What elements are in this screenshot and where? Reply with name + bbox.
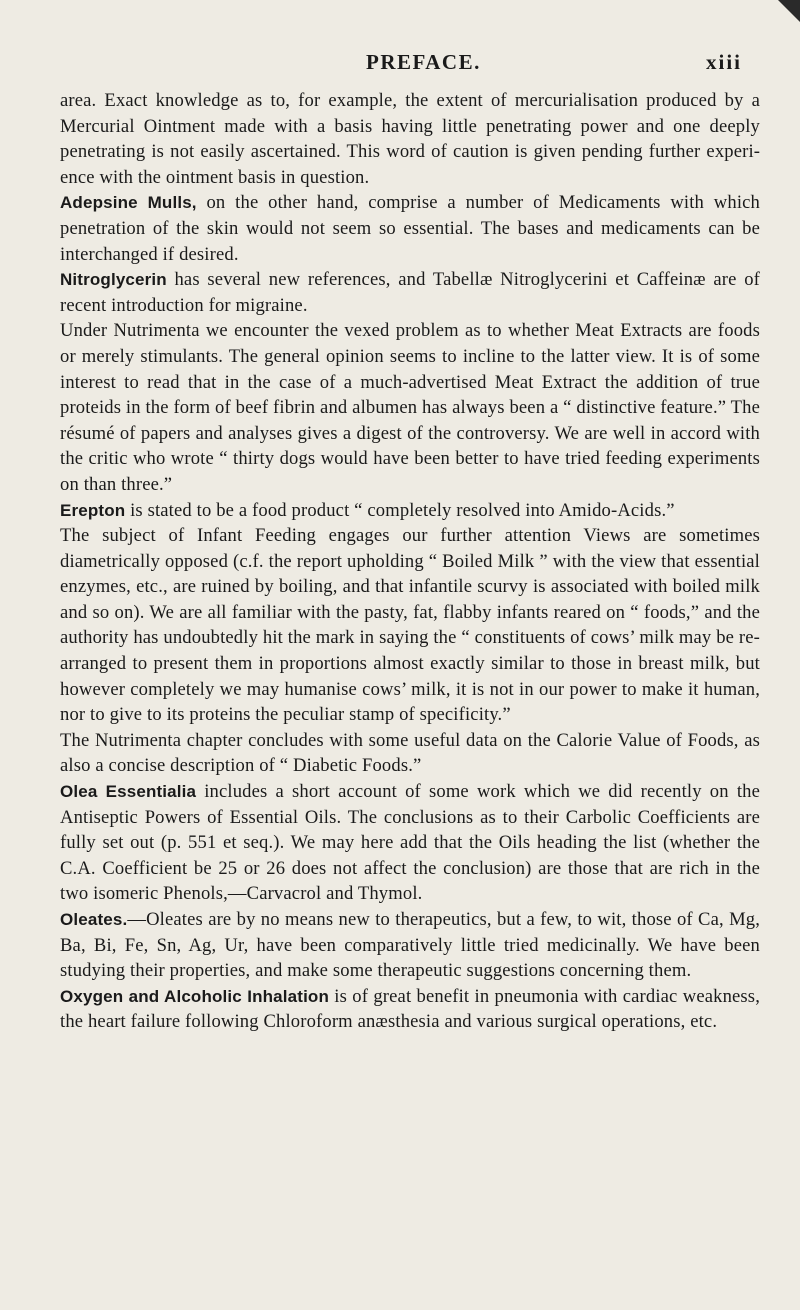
paragraph-lead: Oleates.: [60, 910, 128, 929]
paragraph-text: The subject of Infant Feeding engages our further attention Views are sometimes diametrically opposed (c.f. the report upholding “ Boiled Milk ” with the view that essential enzymes, etc., are ruined by boiling, and that infantile scurvy is associated with boiled milk and so on). We are all familiar with the pasty, fat, flabby infants reared on “ foods,” and the authority has undoubtedly hit the mark in saying the “ constituents of cows’ milk may be re-arranged to present them in proportions almost exactly similar to those in breast milk, but however completely we may humanise cows’ milk, it is not in our power to make it human, nor to give to its proteins the peculiar stamp of specificity.”: [60, 525, 760, 726]
paragraph-text: Under Nutrimenta we encounter the vexed problem as to whether Meat Extracts are foods or merely stimulants. The general opinion seems to incline to the latter view. It is of some interest to read that in the case of a much-advertised Meat Extract the addition of true proteids in the form of beef fibrin and albumen has always been a “ distinctive feature.” The résumé of papers and analyses gives a digest of the controversy. We are well in accord with the critic who wrote “ thirty dogs would have been better to have tried feeding experiments on than three.”: [60, 320, 760, 495]
paragraph: [60, 728, 760, 779]
paragraph-text: —Oleates are by no means new to therapeutics, but a few, to wit, those of Ca, Mg, Ba, Bi, Fe, Sn, Ag, Ur, have been comparatively little tried medicinally. We have been studying their properties, and make some therapeutic suggestions concerning them.: [60, 909, 760, 982]
paragraph: [60, 190, 760, 267]
paragraph-lead: Olea Essentialia: [60, 782, 197, 802]
paragraph-lead: Oxygen and Alcoholic Inhalation: [60, 986, 330, 1006]
paragraph: [60, 498, 760, 524]
paragraph: [60, 267, 760, 318]
paragraph: [60, 523, 760, 728]
paragraph-text: has several new references, and Tabellæ Nitroglycerini et Caffeinæ are of recent introduction for migraine.: [60, 269, 760, 316]
paragraph-lead: Nitroglycerin: [60, 270, 167, 290]
page-header: [0, 50, 800, 80]
paragraph: [60, 984, 760, 1035]
paragraph-text: is stated to be a food product “ completely resolved into Amido-Acids.”: [125, 499, 675, 521]
body-text: [60, 88, 760, 1035]
page-corner-mark: [778, 0, 800, 22]
paragraph-text: area. Exact knowledge as to, for example, the extent of mercurialisation produced by a Mercurial Ointment made with a basis having little penetrating power and one deeply penetrating is not easily ascertained. This word of caution is given pending further experience with the ointment basis in question.: [60, 90, 760, 188]
paragraph: [60, 779, 760, 907]
paragraph: [60, 907, 760, 984]
paragraph-lead: Adepsine Mulls,: [60, 193, 197, 213]
paragraph-text: is of great benefit in pneumonia with cardiac weakness, the heart failure following Chloroform anæsthesia and various surgical operations, etc.: [60, 985, 760, 1033]
paragraph-lead: Erepton: [60, 500, 126, 520]
page-number: xiii: [706, 50, 743, 74]
running-head: PREFACE.: [366, 50, 481, 74]
paragraph-text: The Nutrimenta chapter concludes with some useful data on the Calorie Value of Foods, as also a concise description of “ Diabetic Foods.”: [60, 729, 760, 777]
paragraph-text: on the other hand, comprise a number of Medicaments with which penetration of the skin would not seem so essential. The bases and medicaments can be interchanged if desired.: [60, 192, 760, 265]
paragraph: [60, 318, 760, 497]
paragraph: [60, 88, 760, 190]
paragraph-text: includes a short account of some work which we did recently on the Antiseptic Powers of Essential Oils. The conclusions as to their Carbolic Coefficients are fully set out (p. 551 et seq.). We may here add that the Oils heading the list (whether the C.A. Coefficient be 25 or 26 does not affect the conclusion) are those that are rich in the two isomeric Phenols,—Carvacrol and Thymol.: [60, 781, 760, 905]
